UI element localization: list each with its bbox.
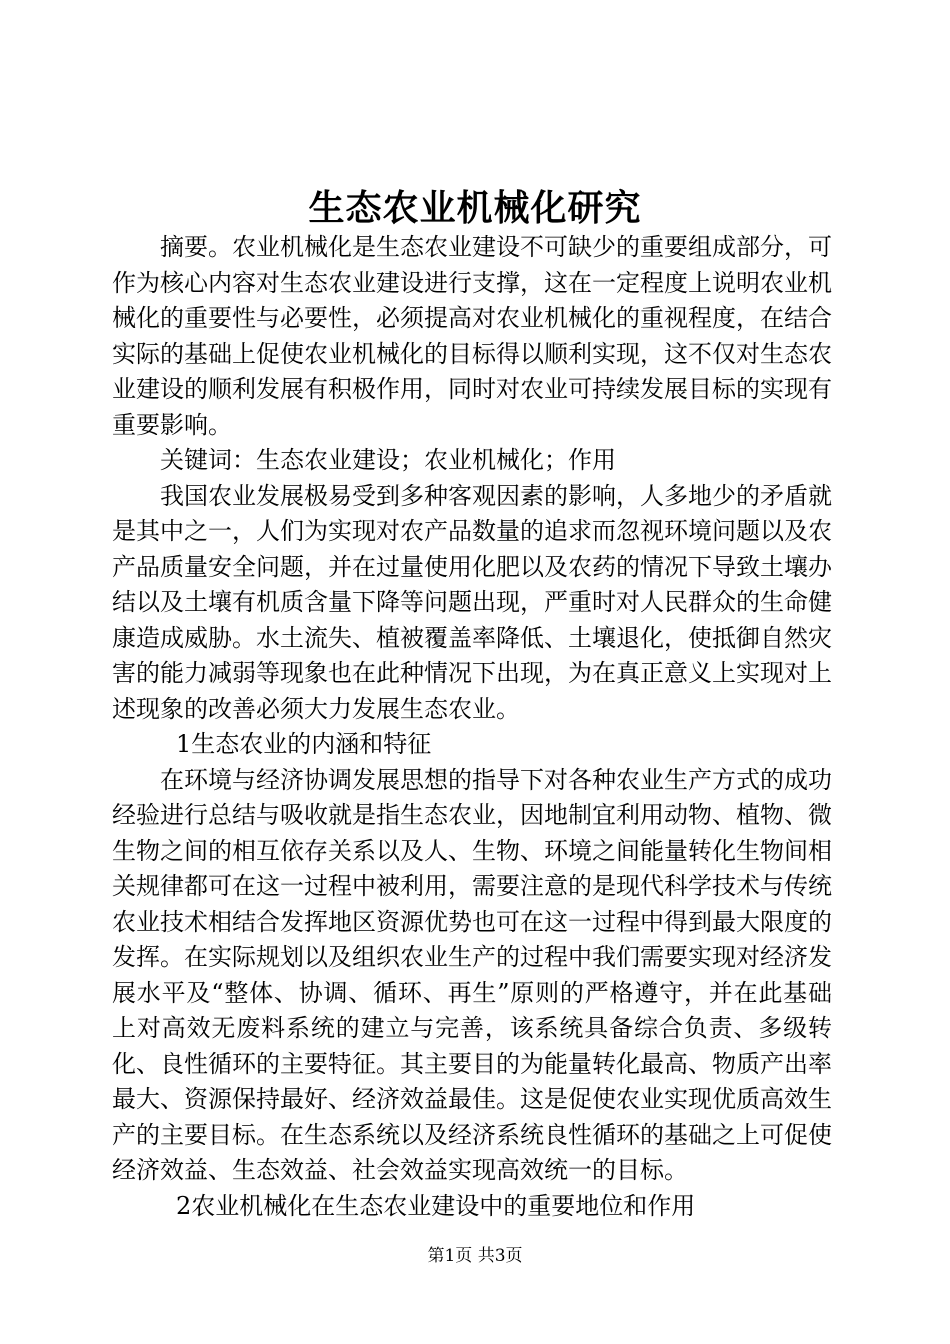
keywords-paragraph: 关键词：生态农业建设；农业机械化；作用 [160, 446, 616, 474]
page-footer: 第1页 共3页 [427, 1246, 523, 1266]
intro-paragraph: 我国农业发展极易受到多种客观因素的影响，人多地少的矛盾就是其中之一，人们为实现对农产品数量的追求而忽视环境问题以及农产品质量安全问题，并在过量使用化肥以及农药的情况下导致土壤办结以及土壤有机质含量下降等问题出现，严重时对人民群众的生命健康造成威胁。水土流失、植被覆盖率降低、土壤退化，使抵御自然灾害的能力减弱等现象也在此种情况下出现，为在真正意义上实现对上述现象的改善必须大力发展生态农业。 [112, 481, 832, 723]
section-1-paragraph: 在环境与经济协调发展思想的指导下对各种农业生产方式的成功经验进行总结与吸收就是指生态农业，因地制宜利用动物、植物、微生物之间的相互依存关系以及人、生物、环境之间能量转化生物间相关规律都可在这一过程中被利用，需要注意的是现代科学技术与传统农业技术相结合发挥地区资源优势也可在这一过程中得到最大限度的发挥。在实际规划以及组织农业生产的过程中我们需要实现对经济发展水平及“整体、协调、循环、再生”原则的严格遵守，并在此基础上对高效无废料系统的建立与完善，该系统具备综合负责、多级转化、良性循环的主要特征。其主要目的为能量转化最高、物质产出率最大、资源保持最好、经济效益最佳。这是促使农业实现优质高效生产的主要目标。在生态系统以及经济系统良性循环的基础之上可促使经济效益、生态效益、社会效益实现高效统一的目标。 [112, 765, 832, 1184]
document-body [112, 230, 832, 1224]
section-heading-2: 2农业机械化在生态农业建设中的重要地位和作用 [176, 1191, 696, 1220]
section-heading-1: 1生态农业的内涵和特征 [176, 730, 432, 758]
document-title: 生态农业机械化研究 [308, 187, 642, 229]
abstract-paragraph: 摘要。农业机械化是生态农业建设不可缺少的重要组成部分，可作为核心内容对生态农业建设进行支撑，这在一定程度上说明农业机械化的重要性与必要性，必须提高对农业机械化的重视程度，在结合实际的基础上促使农业机械化的目标得以顺利实现，这不仅对生态农业建设的顺利发展有积极作用，同时对农业可持续发展目标的实现有重要影响。 [112, 233, 832, 439]
